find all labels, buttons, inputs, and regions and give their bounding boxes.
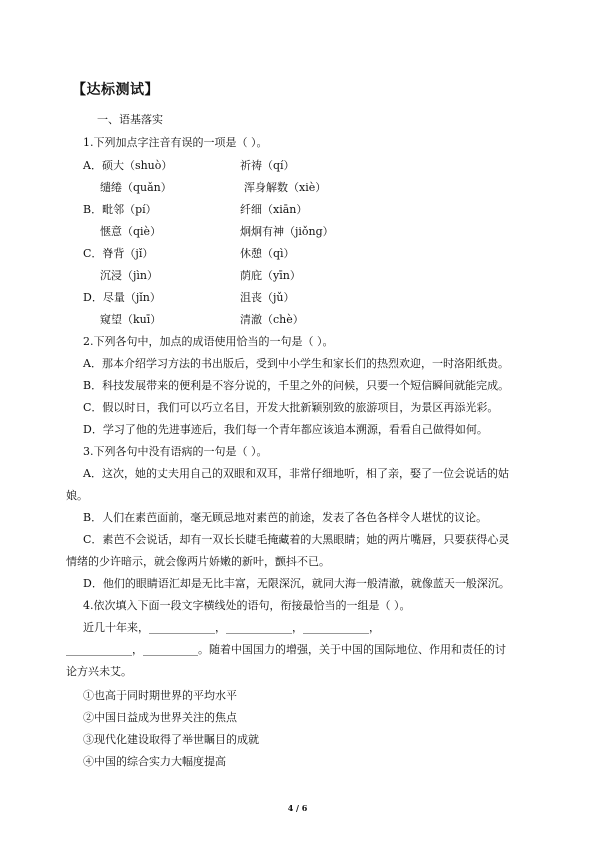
q1-option-c-left: C．脊背（jǐ） [83,247,154,260]
part-title: 一、语基落实 [97,113,163,126]
q1-option-d-right: 沮丧（jǔ） [240,291,295,304]
q1-option-a2-right: 浑身解数（xiè） [244,181,327,194]
q3-option-c-line1: C．素芭不会说话，却有一双长长睫毛掩藏着的大黑眼睛；她的两片嘴唇，只要获得心灵 [83,533,510,546]
q1-option-b-left: B．毗邻（pí） [83,203,157,216]
q1-option-c2-right: 荫庇（yīn） [240,269,301,282]
q2-option-c: C．假以时日，我们可以巧立名目，开发大批新颖别致的旅游项目，为景区再添光彩。 [83,401,499,414]
q1-option-a-left: A．硕大（shuò） [83,159,173,172]
q1-option-c-right: 休憩（qì） [240,247,295,260]
q1-option-a-right: 祈祷（qí） [240,159,295,172]
q4-item-4: ④中国的综合实力大幅度提高 [83,755,226,768]
q1-option-d2-left: 窥望（kuī） [100,313,162,326]
q1-option-d2-right: 清澈（chè） [240,313,304,326]
q4-passage-line1: 近几十年来，____________，____________，____________， [83,621,380,634]
q4-item-3: ③现代化建设取得了举世瞩目的成就 [83,733,259,746]
q4-item-2: ②中国日益成为世界关注的焦点 [83,711,237,724]
q4-passage-line2: ____________，__________。随着中国国力的增强，关于中国的国际地位、作用和责任的讨 [66,643,506,656]
q3-option-a-line1: A．这次，她的丈夫用自己的双眼和双耳，非常仔细地听，相了亲，娶了一位会说话的姑 [83,467,509,480]
q1-option-b-right: 纤细（xiān） [240,203,308,216]
question-2-stem: 2.下列各句中，加点的成语使用恰当的一句是（ ）。 [83,335,334,348]
question-3-stem: 3.下列各句中没有语病的一句是（ ）。 [83,445,268,458]
q1-option-d-left: D．尽量（jǐn） [83,291,161,304]
q3-option-b: B．人们在素芭面前，毫无顾忌地对素芭的前途，发表了各色各样令人堪忧的议论。 [83,511,488,524]
q1-option-a2-left: 缱绻（quǎn） [100,181,172,194]
q3-option-c-line2: 情绪的少许暗示，就会像两片娇嫩的新叶，颤抖不已。 [66,555,330,568]
q1-option-b2-left: 惬意（qiè） [100,225,162,238]
q1-option-c2-left: 沉浸（jìn） [100,269,159,282]
section-heading: 【达标测试】 [72,82,159,98]
q4-passage-line3: 论方兴未艾。 [66,665,132,678]
page-number: 4 / 6 [287,803,308,813]
q1-option-b2-right: 炯炯有神（jiǒng） [240,225,334,238]
q2-option-b: B．科技发展带来的便利是不容分说的，千里之外的问候，只要一个短信瞬间就能完成。 [83,379,510,392]
q2-option-a: A．那本介绍学习方法的书出版后，受到中小学生和家长们的热烈欢迎，一时洛阳纸贵。 [83,357,509,370]
q4-item-1: ①也高于同时期世界的平均水平 [83,689,237,702]
question-1-stem: 1.下列加点字注音有误的一项是（ ）。 [83,136,268,149]
q3-option-d: D．他们的眼睛语汇却是无比丰富，无限深沉，就同大海一般清澈，就像蓝天一般深沉。 [83,577,510,590]
question-4-stem: 4.依次填入下面一段文字横线处的语句，衔接最恰当的一组是（ ）。 [83,599,411,612]
q2-option-d: D．学习了他的先进事迹后，我们每一个青年都应该追本溯源，看看自己做得如何。 [83,423,488,436]
q3-option-a-line2: 娘。 [66,489,88,502]
